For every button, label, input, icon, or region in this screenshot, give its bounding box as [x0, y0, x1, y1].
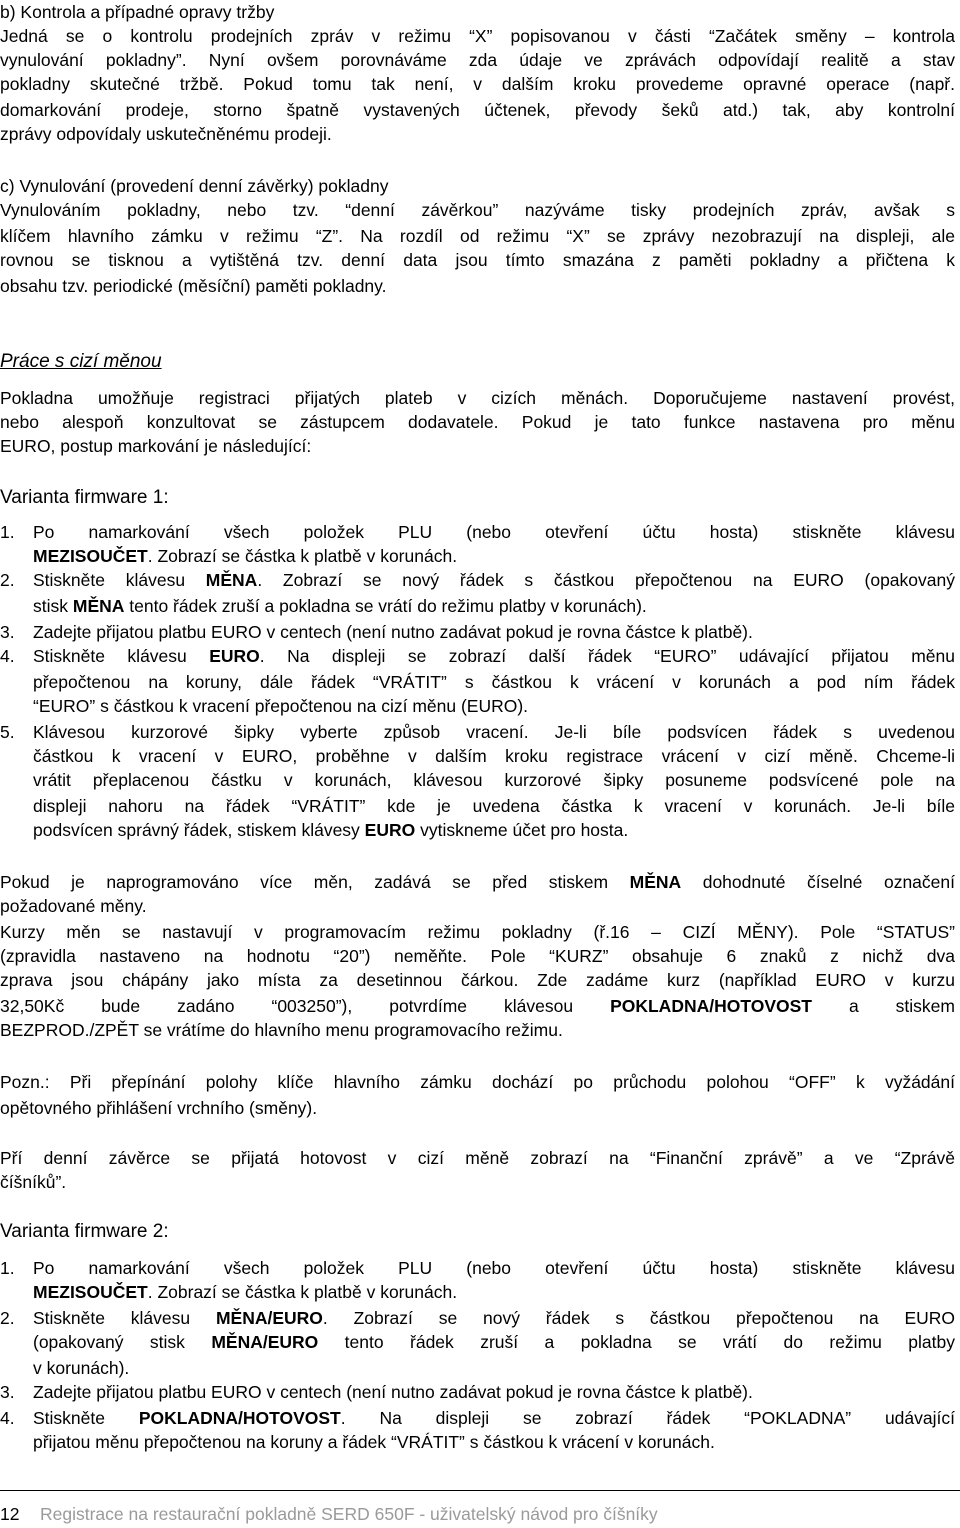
step-line: “EURO” s částkou k vracení přepočtenou na cizí měnu (EURO). — [33, 696, 529, 716]
key-name: POKLADNA/HOTOVOST — [610, 996, 812, 1016]
step-text: . Na displeji se zobrazí řádek “POKLADNA” udávající — [340, 1408, 955, 1428]
firmware-2-heading: Varianta firmware 2: — [0, 1221, 169, 1242]
paragraph-text: a stiskem — [811, 996, 955, 1016]
step-line: přepočtenou na koruny, dále řádek “VRÁTIT” s částkou k vrácení v korunách a pod ním řádek — [33, 672, 955, 692]
paragraph-text: dohodnuté číselné označení — [681, 872, 955, 892]
step-number: 4. — [0, 646, 15, 666]
step-text: Stiskněte klávesu — [33, 646, 210, 666]
step-text: podsvícen správný řádek, stiskem klávesy — [33, 820, 365, 840]
step-text: . Zobrazí se nový řádek s částkou přepočtenou na EURO (opakovaný — [257, 570, 955, 590]
paragraph-line: opětovného přihlášení vrchního (směny). — [0, 1098, 318, 1118]
step-text: Stiskněte klávesu — [33, 1308, 216, 1328]
section-c-heading: c) Vynulování (provedení denní závěrky) pokladny — [0, 176, 389, 196]
step-line — [33, 1406, 955, 1430]
step-text: tento řádek zruší a pokladna se vrátí do režimu platby — [318, 1332, 955, 1352]
footer-divider — [0, 1490, 960, 1491]
step-line: částkou k vracení v EURO, proběhne v dalším kroku registrace vrácení v cizí měně. Chceme-li — [33, 746, 955, 766]
step-line: displeji nahoru na řádek “VRÁTIT” kde je uvedena částka k vracení v korunách. Je-li bíle — [33, 796, 955, 816]
step-number: 5. — [0, 722, 15, 742]
paragraph-line: Jedná se o kontrolu prodejních zpráv v režimu “X” popisovanou v části “Začátek směny – kontrola — [0, 26, 955, 46]
step-text: Stiskněte klávesu — [33, 570, 206, 590]
step-number: 1. — [0, 1258, 15, 1278]
step-number: 4. — [0, 1408, 15, 1428]
section-b-heading: b) Kontrola a případné opravy tržby — [0, 2, 275, 22]
paragraph-text: Pokud je naprogramováno více měn, zadává se před stiskem — [0, 872, 630, 892]
paragraph-line: Kurzy měn se nastavují v programovacím režimu pokladny (ř.16 – CIZÍ MĚNY). Pole “STATUS” — [0, 922, 955, 942]
key-name: MĚNA/EURO — [211, 1332, 319, 1352]
key-name: MEZISOUČET — [33, 546, 148, 566]
step-number: 3. — [0, 622, 15, 642]
step-text: Stiskněte — [33, 1408, 139, 1428]
step-line — [33, 1306, 955, 1330]
step-line — [33, 544, 457, 568]
step-line: v korunách). — [33, 1358, 130, 1378]
step-line — [33, 818, 628, 842]
step-line — [33, 1330, 955, 1354]
paragraph-line: zprávy odpovídaly uskutečněnému prodeji. — [0, 124, 332, 144]
step-text: tento řádek zruší a pokladna se vrátí do režimu platby v korunách). — [124, 596, 647, 616]
paragraph-line: vynulování pokladny”. Nyní ovšem porovnáváme zda údaje ve zprávách odpovídají realitě a stav — [0, 50, 955, 70]
paragraph-line: rovnou se tisknou a vytištěná tzv. denní data jsou tímto smazána z paměti pokladny a přičtena k — [0, 250, 955, 270]
paragraph-line: EURO, postup markování je následující: — [0, 436, 312, 456]
key-name: MĚNA — [205, 570, 258, 590]
step-line: Zadejte přijatou platbu EURO v centech (není nutno zadávat pokud je rovna částce k platbě). — [33, 622, 753, 642]
paragraph-line: klíčem hlavního zámku v režimu “Z”. Na rozdíl od režimu “X” se zprávy nezobrazují na displeji, ale — [0, 226, 955, 246]
paragraph-line: Pří denní závěrce se přijatá hotovost v cizí měně zobrazí na “Finanční zprávě” a ve “Zprávě — [0, 1148, 955, 1168]
paragraph-line: BEZPROD./ZPĚT se vrátíme do hlavního menu programovacího režimu. — [0, 1020, 563, 1040]
paragraph-line: Pokladna umožňuje registraci přijatých plateb v cizích měnách. Doporučujeme nastavení provést, — [0, 388, 955, 408]
key-name: POKLADNA/HOTOVOST — [138, 1408, 341, 1428]
step-text: . Zobrazí se částka k platbě v korunách. — [147, 1282, 458, 1302]
step-text: . Zobrazí se částka k platbě v korunách. — [147, 546, 458, 566]
paragraph-line: požadované měny. — [0, 896, 147, 916]
key-name: MĚNA/EURO — [215, 1308, 323, 1328]
paragraph-line — [0, 870, 955, 894]
step-line: přijatou měnu přepočtenou na koruny a řádek “VRÁTIT” s částkou k vrácení v korunách. — [33, 1432, 715, 1452]
paragraph-line: (zpravidla nastaveno na hodnotu “20”) neměňte. Pole “KURZ” obsahuje 6 znaků z nichž dva — [0, 946, 955, 966]
step-line: Po namarkování všech položek PLU (nebo otevření účtu hosta) stiskněte klávesu — [33, 522, 955, 542]
step-number: 3. — [0, 1382, 15, 1402]
page-number: 12 — [0, 1504, 20, 1524]
step-text: vytiskneme účet pro hosta. — [415, 820, 629, 840]
key-name: MĚNA — [629, 872, 682, 892]
step-line: Zadejte přijatou platbu EURO v centech (není nutno zadávat pokud je rovna částce k platbě). — [33, 1382, 753, 1402]
step-line: Klávesou kurzorové šipky vyberte způsob vracení. Je-li bíle podsvícen řádek s uvedenou — [33, 722, 955, 742]
step-line — [33, 1280, 457, 1304]
paragraph-line: domarkování prodeje, storno špatně vystavených účtenek, převody šeků atd.) tak, aby kontrolní — [0, 100, 955, 120]
foreign-currency-heading: Práce s cizí měnou — [0, 351, 162, 372]
paragraph-line: obsahu tzv. periodické (měsíční) paměti pokladny. — [0, 276, 387, 296]
step-text: . Na displeji se zobrazí další řádek “EURO” udávající přijatou měnu — [259, 646, 955, 666]
paragraph-line: Pozn.: Při přepínání polohy klíče hlavního zámku dochází po průchodu polohou “OFF” k vyžádání — [0, 1072, 955, 1092]
paragraph-line: Vynulováním pokladny, nebo tzv. “denní závěrkou” nazýváme tisky prodejních zpráv, avšak s — [0, 200, 955, 220]
paragraph-line: pokladny skutečné tržbě. Pokud tomu tak není, v dalším kroku provedeme opravné operace (např. — [0, 74, 955, 94]
step-text: . Zobrazí se nový řádek s částkou přepočtenou na EURO — [322, 1308, 956, 1328]
step-number: 2. — [0, 570, 15, 590]
key-name: MĚNA — [72, 596, 125, 616]
firmware-1-heading: Varianta firmware 1: — [0, 487, 169, 508]
step-text: (opakovaný stisk — [33, 1332, 212, 1352]
step-line: Po namarkování všech položek PLU (nebo otevření účtu hosta) stiskněte klávesu — [33, 1258, 955, 1278]
step-line: vrátit přeplacenou částku v korunách, klávesou kurzorové šipky posuneme podsvícené pole na — [33, 770, 955, 790]
key-name: EURO — [209, 646, 260, 666]
step-number: 2. — [0, 1308, 15, 1328]
key-name: EURO — [364, 820, 416, 840]
step-line — [33, 594, 647, 618]
paragraph-text: 32,50Kč bude zadáno “003250”), potvrdíme klávesou — [0, 996, 611, 1016]
paragraph-line: nebo alespoň konzultovat se zástupcem dodavatele. Pokud je tato funkce nastavena pro měnu — [0, 412, 955, 432]
key-name: MEZISOUČET — [33, 1282, 148, 1302]
step-number: 1. — [0, 522, 15, 542]
footer-title: Registrace na restaurační pokladně SERD 650F - uživatelský návod pro číšníky — [40, 1504, 658, 1524]
paragraph-line: zprava jsou chápány jako místa za desetinnou čárkou. Zde zadáme kurz (například EURO v kurzu — [0, 970, 955, 990]
paragraph-line — [0, 994, 955, 1018]
step-line — [33, 568, 955, 592]
paragraph-line: číšníků”. — [0, 1172, 67, 1192]
step-text: stisk — [33, 596, 73, 616]
step-line — [33, 644, 955, 668]
